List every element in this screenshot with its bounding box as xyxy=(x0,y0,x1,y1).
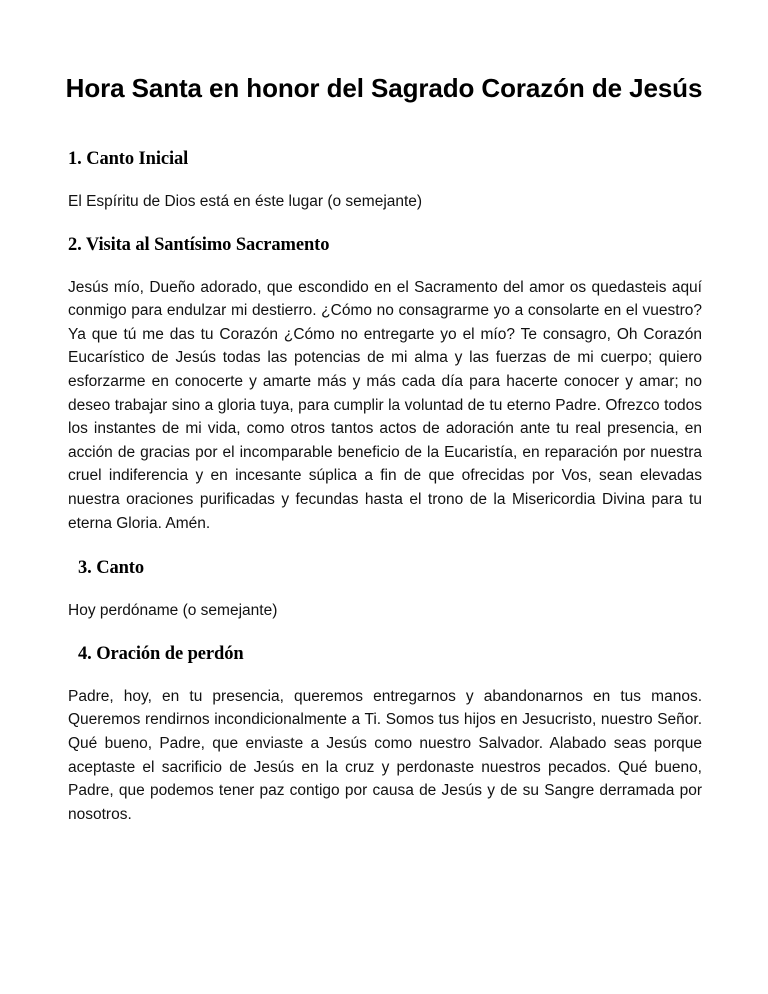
document-content xyxy=(68,106,702,826)
spacer xyxy=(68,579,702,599)
spacer xyxy=(68,106,702,148)
spacer xyxy=(68,665,702,685)
section-heading-2: 2. Visita al Santísimo Sacramento xyxy=(68,234,330,255)
spacer xyxy=(68,170,702,190)
spacer xyxy=(68,256,702,276)
section-canto-inicial xyxy=(68,148,702,214)
section-body-3: Hoy perdóname (o semejante) xyxy=(68,602,278,620)
section-body-4: Padre, hoy, en tu presencia, queremos entregarnos y abandonarnos en tus manos. Queremos rendirnos incondicionalmente a Ti. Somos tus hijos en Jesucristo, nuestro Señor. Qué bueno, Padre, que enviaste a Jesús como nuestro Salvador. Alabado seas porque aceptaste el sacrificio de Jesús en la cruz y perdonaste nuestros pecados. Qué bueno, Padre, que podemos tener paz contigo por causa de Jesús y de su Sangre derramada por nosotros. xyxy=(68,687,702,823)
section-body-1: El Espíritu de Dios está en éste lugar (o semejante) xyxy=(68,193,423,210)
section-heading-3: 3. Canto xyxy=(78,558,145,579)
section-heading-1: 1. Canto Inicial xyxy=(68,149,189,169)
section-heading-4: 4. Oración de perdón xyxy=(78,643,244,664)
section-oracion-de-perdon xyxy=(68,643,702,827)
section-visita-santisimo-sacramento xyxy=(68,234,702,536)
section-canto xyxy=(68,557,702,623)
section-body-2: Jesús mío, Dueño adorado, que escondido en el Sacramento del amor os quedasteis aquí conmigo para endulzar mi destierro. ¿Cómo no consagrarme yo a consolarte en el vuestro? Ya que tú me das tu Corazón ¿Cómo no entregarte yo el mío? Te consagro, Oh Corazón Eucarístico de Jesús todas las potencias de mi alma y las fuerzas de mi cuerpo; quiero esforzarme en conocerte y amarte más y más cada día para hacerte conocer y amar; no deseo trabajar sino a gloria tuya, para cumplir la voluntad de tu eterno Padre. Ofrezco todos los instantes de mi vida, como otros tantos actos de adoración ante tu real presencia, en acción de gracias por el incomparable beneficio de la Eucaristía, en reparación por nuestra cruel indiferencia y en incesante súplica a fin de que ofrecidas por Vos, sean elevadas nuestra oraciones purificadas y fecundas hasta el trono de la Misericordia Divina para tu eterna Gloria. Amén. xyxy=(68,278,702,532)
spacer xyxy=(68,535,702,557)
page-title: Hora Santa en honor del Sagrado Corazón de Jesús xyxy=(65,73,703,103)
spacer xyxy=(68,214,702,234)
spacer xyxy=(68,623,702,643)
